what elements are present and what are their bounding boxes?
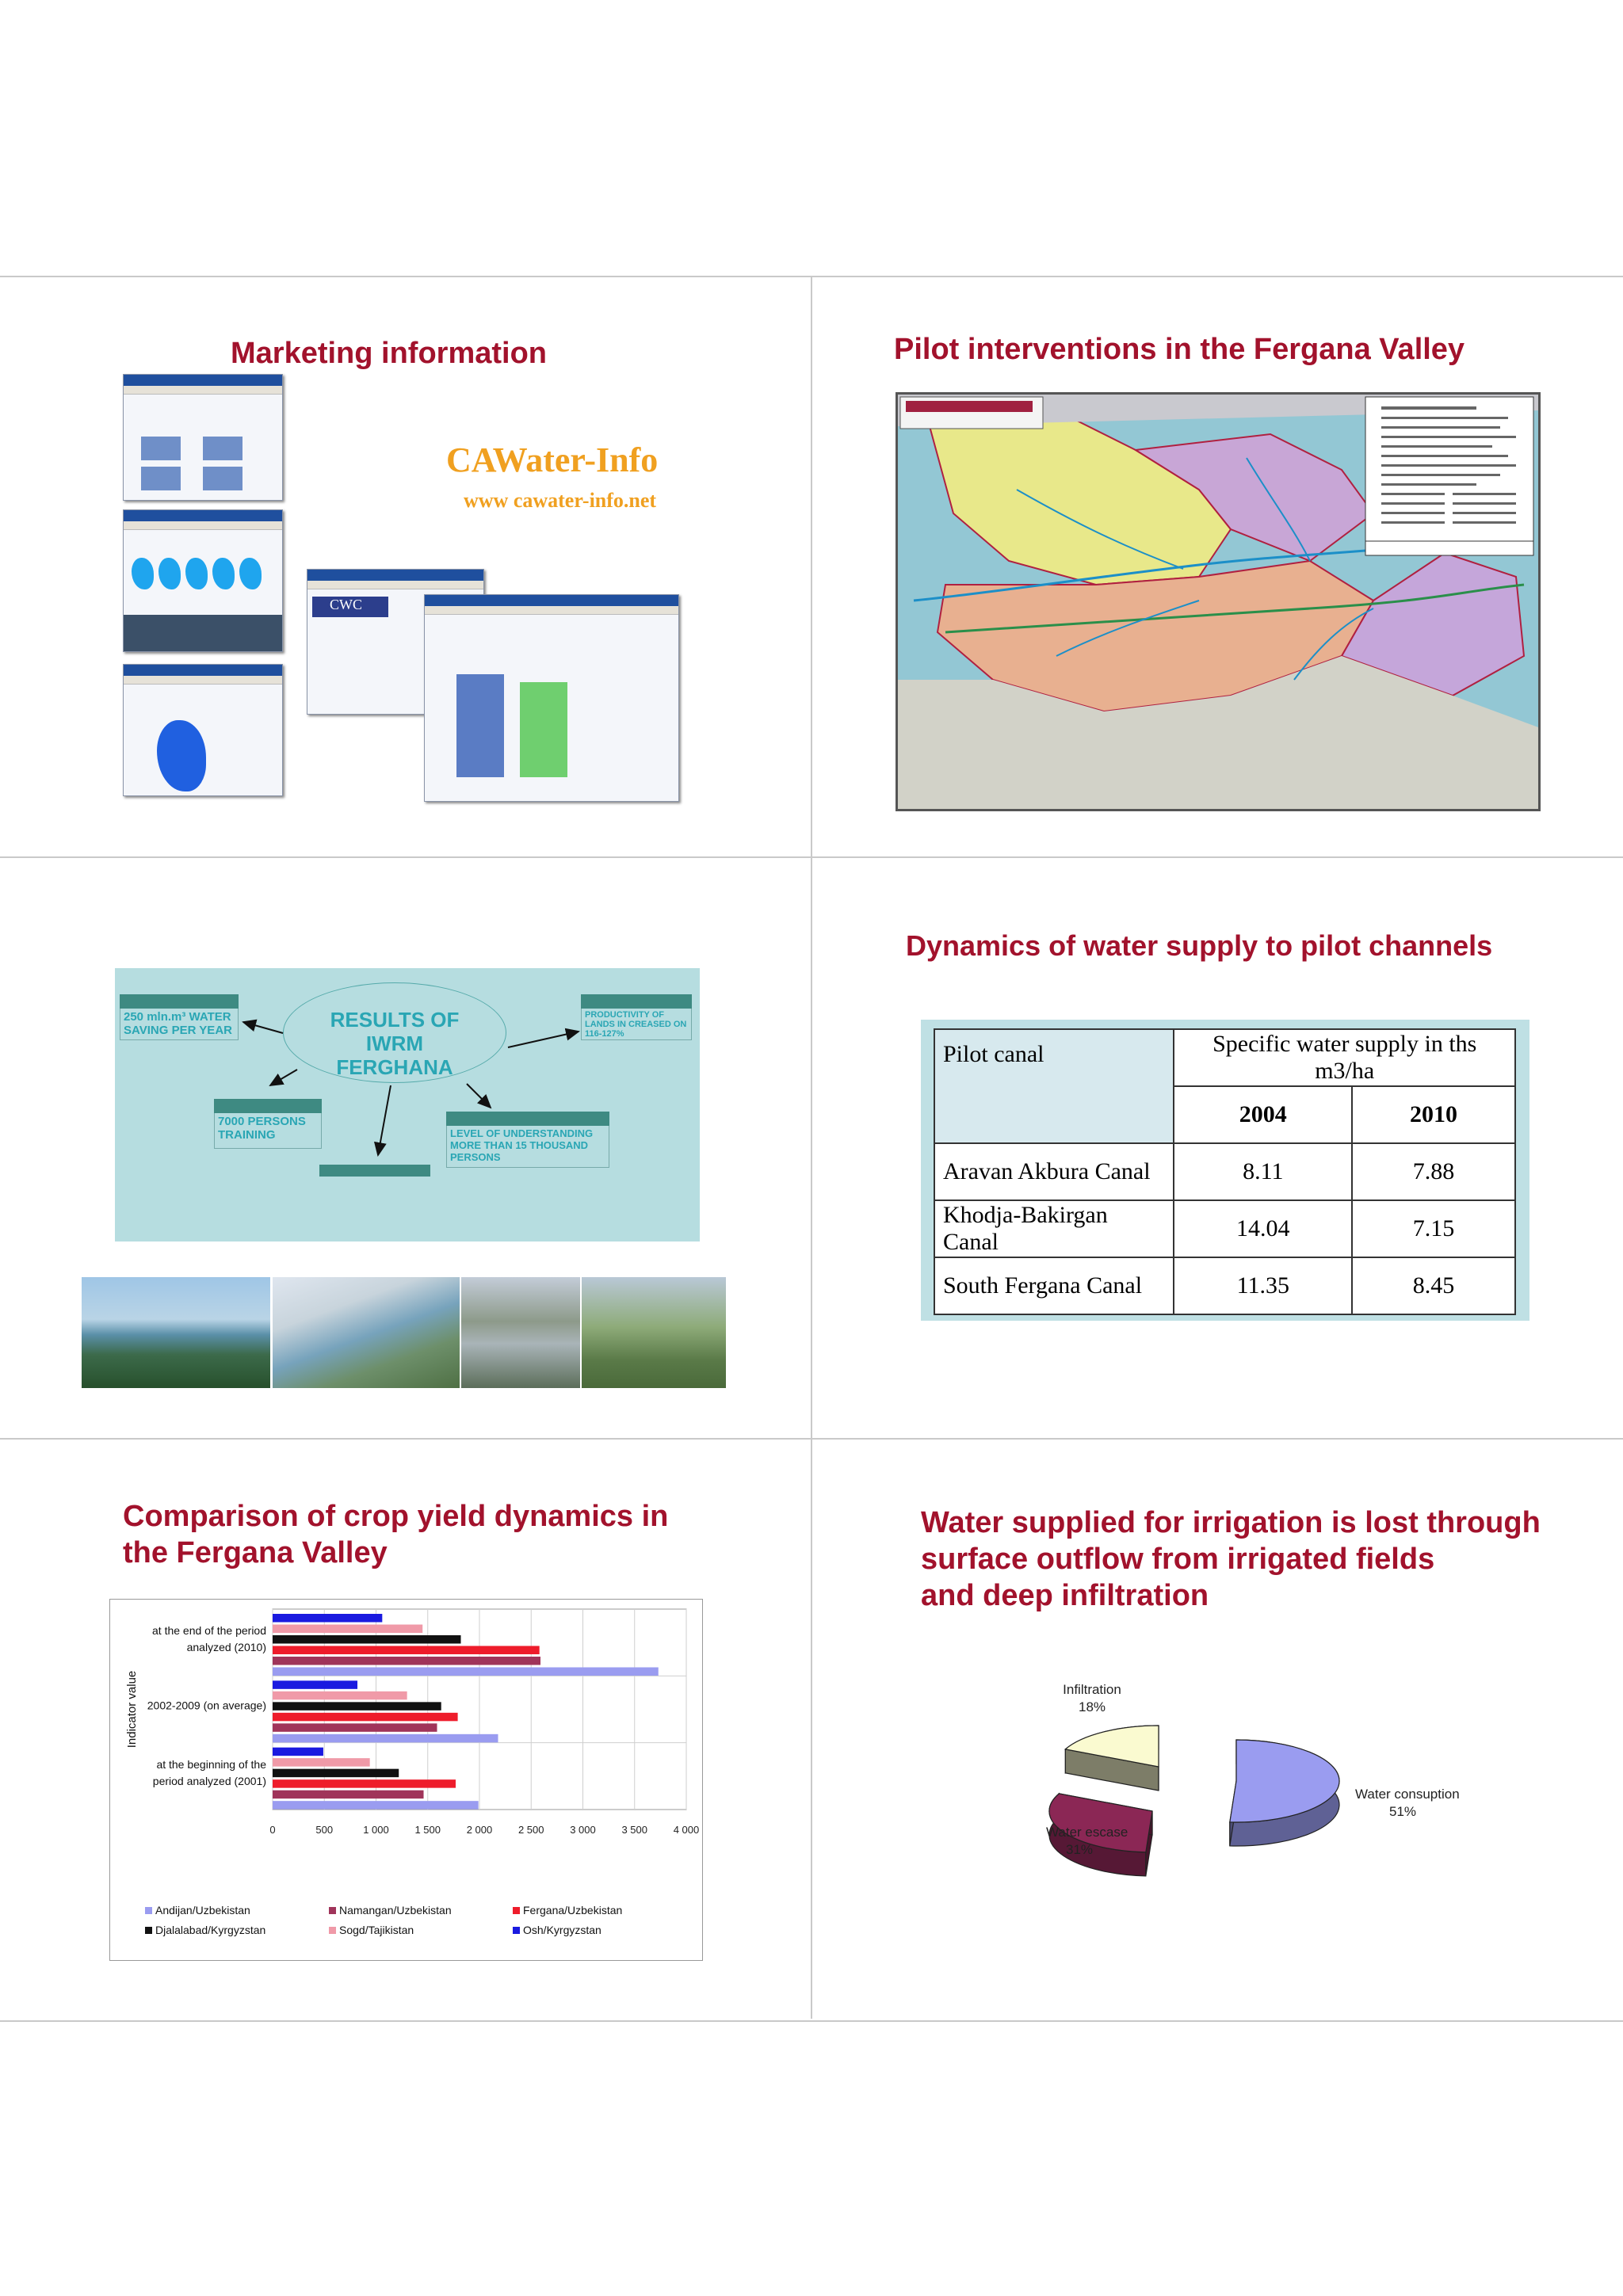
legend-swatch <box>329 1927 336 1934</box>
column-divider <box>811 276 812 2019</box>
cell-canal: Aravan Akbura Canal <box>934 1143 1174 1200</box>
productivity-label: PRODUCTIVITY OF LANDS IN CREASED ON 116-127% <box>585 1010 687 1039</box>
photo-field-workers <box>582 1277 726 1388</box>
bar <box>273 1646 540 1655</box>
pie-percent-label: 51% <box>1388 1804 1417 1819</box>
cell-canal: Khodja-Bakirgan Canal <box>934 1200 1174 1257</box>
cell-2004: 14.04 <box>1174 1200 1352 1257</box>
table-row <box>934 1200 1515 1257</box>
header-specific-supply: Specific water supply in ths m3/ha <box>1174 1029 1515 1086</box>
crop-yield-chart-frame <box>109 1599 703 1961</box>
iwrm-results-diagram <box>115 968 700 1241</box>
bar <box>273 1680 357 1689</box>
pie-percent-label: 18% <box>1078 1699 1106 1714</box>
bar <box>273 1713 458 1722</box>
header-year-2010: 2010 <box>1352 1086 1515 1143</box>
legend-label: Andijan/Uzbekistan <box>155 1904 250 1917</box>
cawater-info-url: www cawater-info.net <box>464 489 657 512</box>
water-supply-table <box>934 1028 1516 1315</box>
slide6-title-line1: Water supplied for irrigation is lost through <box>921 1506 1541 1539</box>
bar <box>273 1635 461 1644</box>
slide5-title-line2: the Fergana Valley <box>123 1536 388 1569</box>
slide5-title-line1: Comparison of crop yield dynamics in <box>123 1500 669 1533</box>
results-center-label: RESULTS OF IWRM FERGHANA <box>330 1008 460 1079</box>
bar <box>273 1702 441 1711</box>
header-year-2004: 2004 <box>1174 1086 1352 1143</box>
bar <box>273 1734 498 1743</box>
cell-2004: 11.35 <box>1174 1257 1352 1314</box>
slide2-title: Pilot interventions in the Fergana Valley <box>894 333 1465 366</box>
bar <box>273 1657 540 1665</box>
pie-percent-label: 31% <box>1065 1842 1094 1857</box>
x-tick-label: 3 500 <box>621 1824 648 1836</box>
bar <box>273 1801 479 1810</box>
x-tick-label: 1 500 <box>414 1824 441 1836</box>
x-tick-label: 2 000 <box>466 1824 493 1836</box>
y-axis-title: Indicator value <box>125 1670 139 1749</box>
photo-water-gate <box>461 1277 580 1388</box>
slide6-title-line2: surface outflow from irrigated fields <box>921 1543 1435 1576</box>
water-saving-label: 250 mln.m³ WATER SAVING PER YEAR <box>124 1010 232 1037</box>
screenshot-basin-map-page <box>123 664 283 796</box>
water-consumption-label: Water consuption <box>1355 1787 1460 1802</box>
legend-label: Osh/Kyrgyzstan <box>523 1924 601 1936</box>
category-label: analyzed (2010) <box>186 1641 266 1654</box>
fergana-valley-map <box>896 392 1541 811</box>
bar <box>273 1791 424 1799</box>
legend-label: Djalalabad/Kyrgyzstan <box>155 1924 266 1936</box>
training-label: 7000 PERSONS TRAINING <box>218 1115 306 1142</box>
bar <box>273 1723 437 1732</box>
screenshot-calendar-page <box>123 374 283 501</box>
slide1-title: Marketing information <box>231 337 548 370</box>
bar <box>273 1668 659 1676</box>
bar <box>273 1779 456 1788</box>
water-loss-pie-chart <box>975 1672 1466 1901</box>
bar <box>273 1614 382 1623</box>
x-tick-label: 2 500 <box>517 1824 544 1836</box>
legend-label: Fergana/Uzbekistan <box>523 1904 623 1917</box>
photo-reservoir <box>82 1277 270 1388</box>
cwc-logo: CWC <box>312 597 388 617</box>
legend-swatch <box>145 1907 152 1914</box>
bar <box>273 1748 323 1756</box>
category-label: 2002-2009 (on average) <box>147 1699 266 1712</box>
x-tick-label: 0 <box>269 1824 276 1836</box>
cell-2004: 8.11 <box>1174 1143 1352 1200</box>
legend-swatch <box>513 1907 520 1914</box>
photo-canal <box>273 1277 460 1388</box>
category-label: at the beginning of the <box>156 1757 266 1771</box>
bar <box>273 1625 422 1634</box>
category-label: at the end of the period <box>152 1624 266 1638</box>
slide6-title-line3: and deep infiltration <box>921 1579 1209 1612</box>
x-tick-label: 500 <box>315 1824 334 1836</box>
category-label: period analyzed (2001) <box>152 1774 266 1787</box>
cawater-info-brand: CAWater-Info <box>446 441 659 479</box>
legend-swatch <box>513 1927 520 1934</box>
cell-2010: 7.88 <box>1352 1143 1515 1200</box>
table-row <box>934 1143 1515 1200</box>
legend-label: Namangan/Uzbekistan <box>339 1904 452 1917</box>
x-tick-label: 4 000 <box>673 1824 700 1836</box>
diagram-arrows <box>115 968 700 1241</box>
crop-yield-bar-chart <box>110 1600 702 1960</box>
bar <box>273 1691 407 1700</box>
header-pilot-canal: Pilot canal <box>934 1029 1174 1143</box>
understanding-label: LEVEL OF UNDERSTANDING MORE THAN 15 THOUSAND PERSONS <box>450 1127 594 1163</box>
bar <box>273 1758 370 1767</box>
screenshot-aral-maps-page <box>123 509 283 652</box>
cell-2010: 8.45 <box>1352 1257 1515 1314</box>
table-row <box>934 1257 1515 1314</box>
x-tick-label: 1 000 <box>363 1824 389 1836</box>
water-escape-label: Water escase <box>1046 1825 1128 1840</box>
screenshot-schema-page <box>424 594 679 802</box>
cell-canal: South Fergana Canal <box>934 1257 1174 1314</box>
slide4-title: Dynamics of water supply to pilot channels <box>906 929 1493 962</box>
legend-swatch <box>145 1927 152 1934</box>
legend-label: Sogd/Tajikistan <box>339 1924 414 1936</box>
x-tick-label: 3 000 <box>570 1824 596 1836</box>
map-graphic <box>898 395 1538 809</box>
cell-2010: 7.15 <box>1352 1200 1515 1257</box>
bar <box>273 1769 399 1778</box>
legend-swatch <box>329 1907 336 1914</box>
table-header-row <box>934 1029 1515 1086</box>
infiltration-label: Infiltration <box>1063 1682 1121 1697</box>
